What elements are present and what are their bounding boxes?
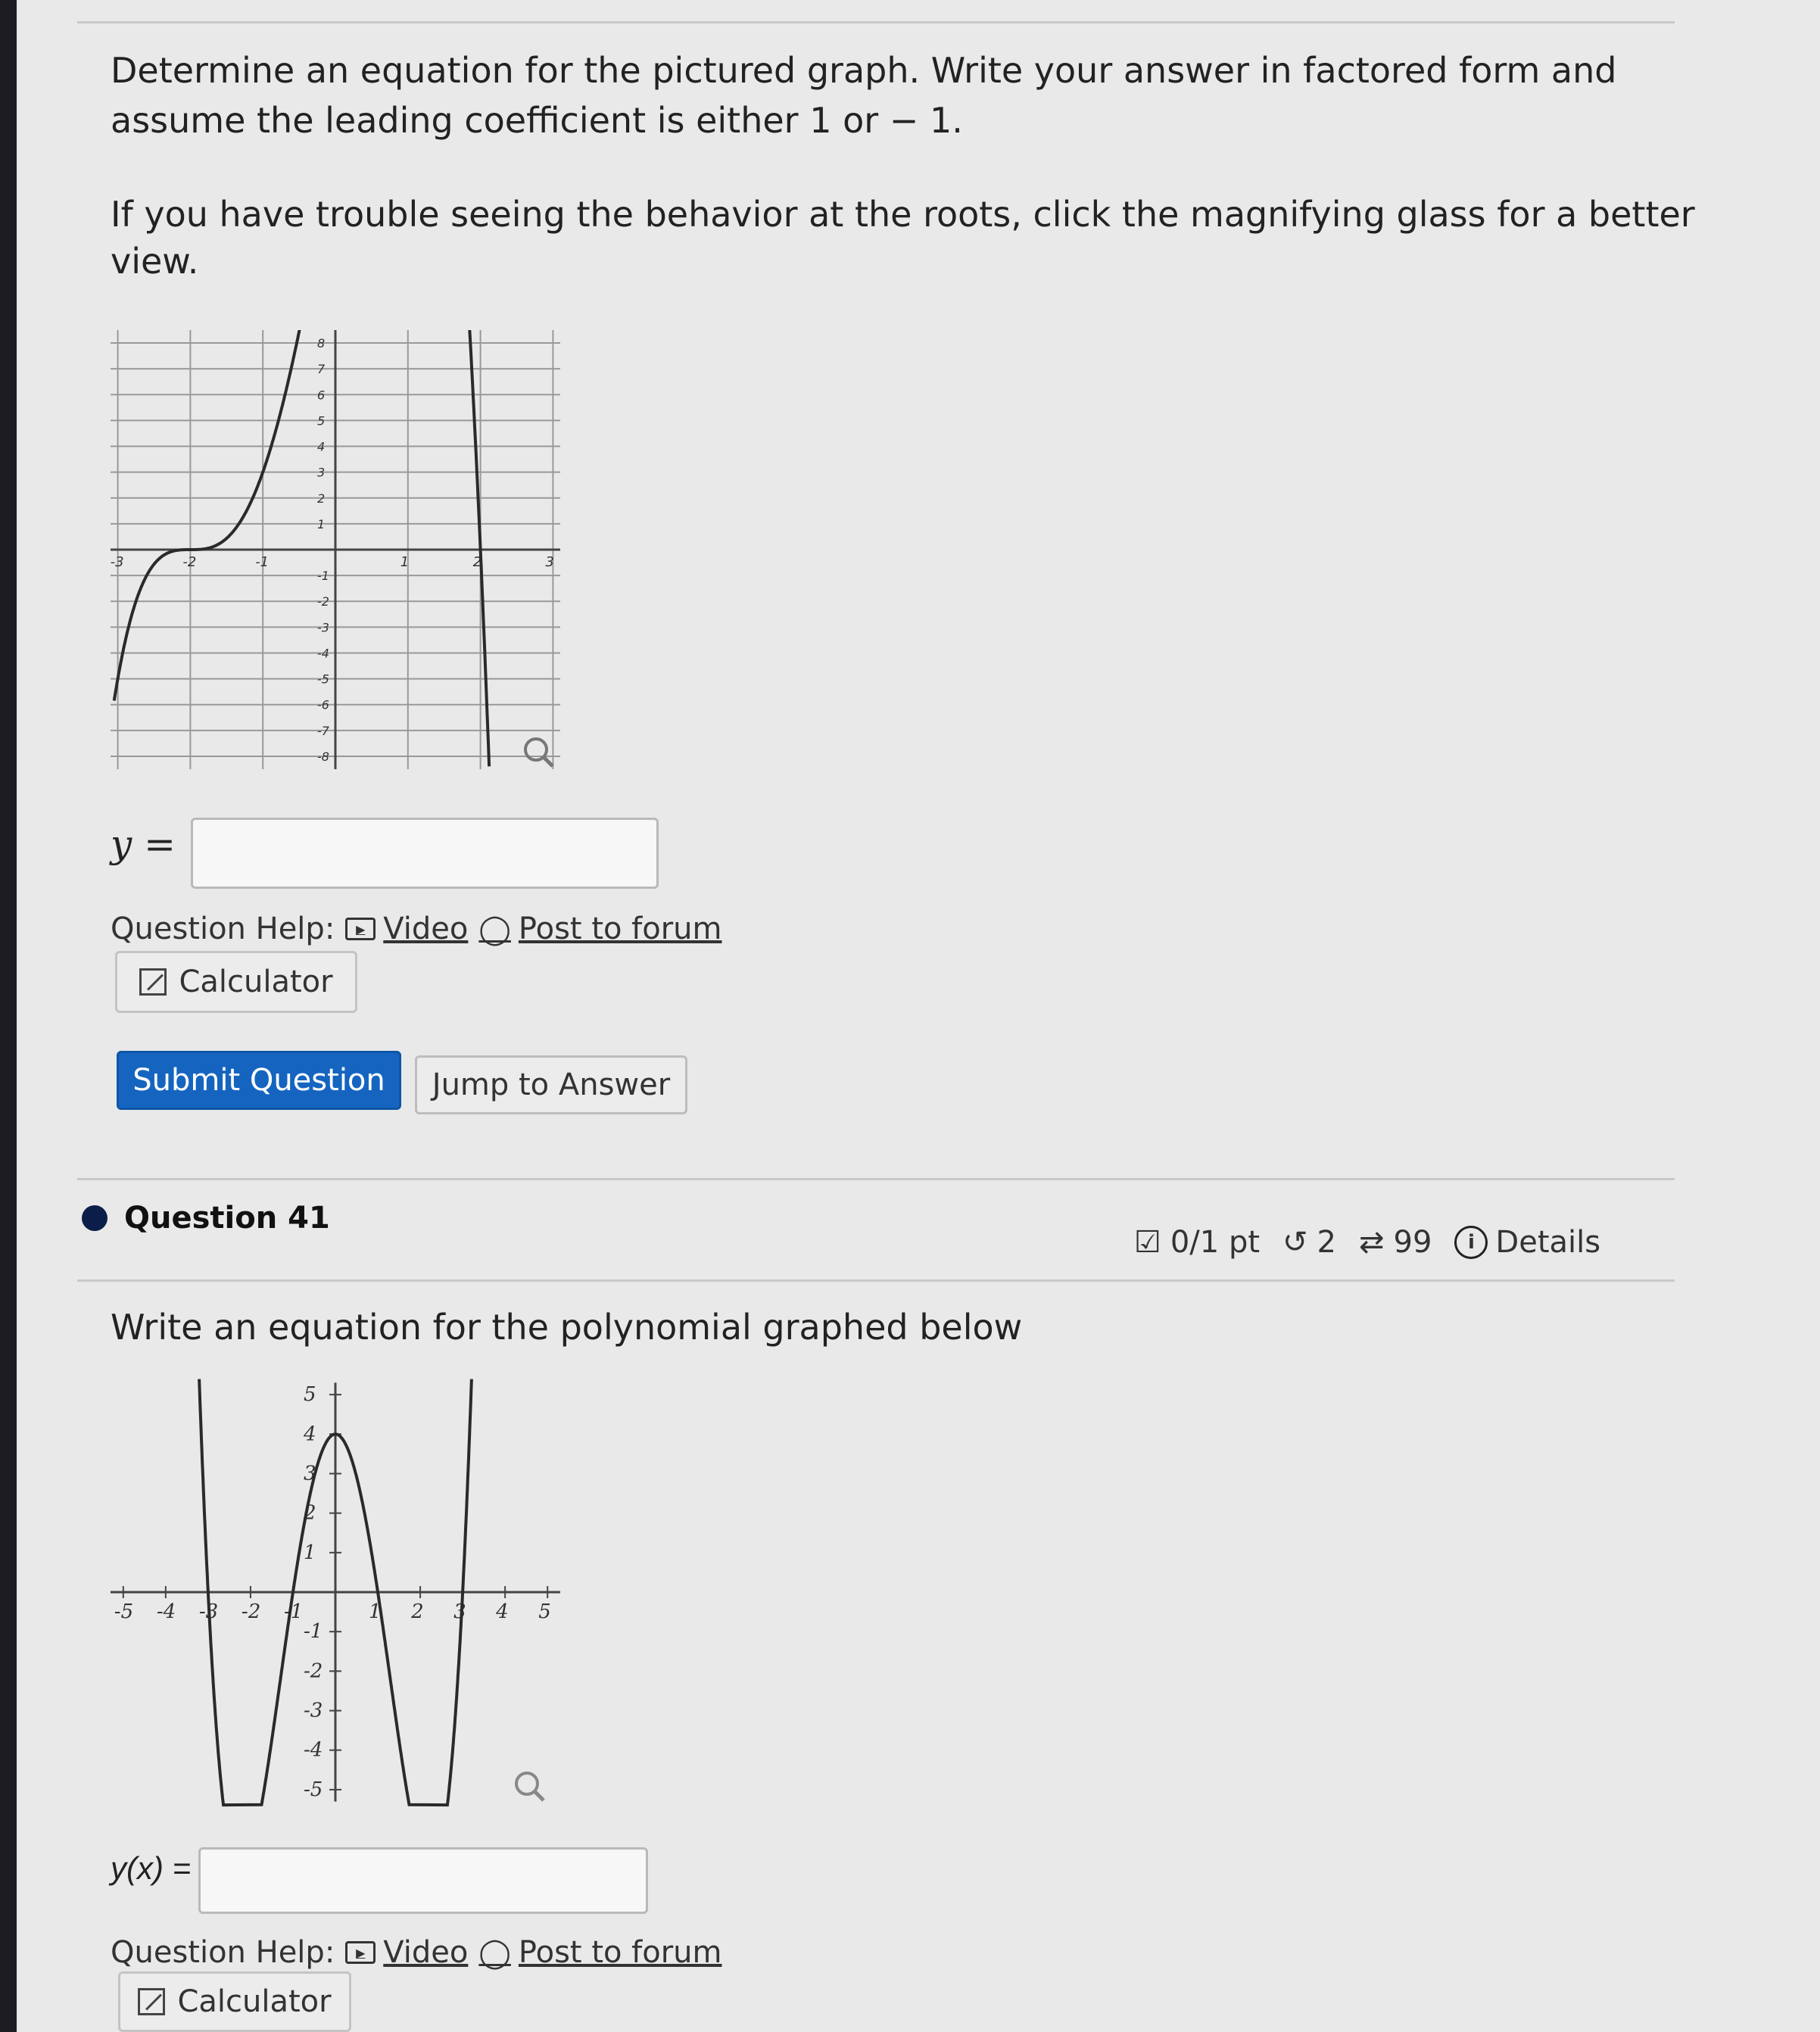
q40-hint-line1: If you have trouble seeing the behavior at the roots, click the magnifying glass for a better: [111, 194, 1695, 235]
q41-top-divider: [77, 1178, 1675, 1180]
q40-question-help: [111, 912, 722, 946]
x-tick-label: 2: [411, 1600, 424, 1623]
y-tick-label: 3: [317, 465, 326, 480]
q41-forum-link[interactable]: [478, 1935, 721, 1970]
y-tick-label: -3: [304, 1699, 323, 1722]
q41-video-link[interactable]: [345, 1935, 468, 1970]
y-tick-label: 2: [317, 491, 326, 506]
q41-video-label: Video: [383, 1935, 469, 1970]
top-divider: [77, 21, 1675, 23]
q40-hint-line2: view.: [111, 241, 199, 282]
magnifying-glass-icon: [516, 1773, 538, 1794]
x-tick-label: 3: [453, 1600, 466, 1623]
y-tick-label: 1: [304, 1541, 316, 1564]
q40-calculator-label: Calculator: [179, 965, 333, 999]
q41-details-button[interactable]: [1454, 1225, 1600, 1260]
q41-help-label: Question Help:: [111, 1935, 335, 1970]
y-tick-label: -6: [317, 697, 329, 712]
q41-header: [82, 1201, 330, 1236]
q41-attempts: 99: [1393, 1225, 1432, 1260]
x-tick-label: 1: [400, 554, 410, 570]
video-icon: ▶: [345, 918, 376, 940]
q41-graph-svg: [111, 1375, 560, 1809]
q41-title: Question 41: [124, 1201, 330, 1236]
q40-forum-link[interactable]: [478, 912, 721, 946]
q41-graph: [111, 1375, 560, 1809]
q41-prompt: Write an equation for the polynomial graphed below: [111, 1307, 1023, 1348]
calculator-icon: [139, 968, 167, 996]
y-tick-label: 5: [317, 413, 326, 429]
q41-retries: 2: [1317, 1225, 1336, 1260]
magnifying-glass-handle: [534, 1791, 544, 1800]
q41-question-help: [111, 1935, 722, 1970]
q40-graph-svg: [111, 330, 560, 769]
y-tick-label: 1: [317, 516, 326, 531]
q41-points: 0/1 pt: [1170, 1225, 1261, 1260]
x-tick-label: -2: [182, 554, 197, 570]
jump-to-answer-button[interactable]: Jump to Answer: [415, 1055, 687, 1114]
x-tick-label: -5: [114, 1600, 134, 1623]
q40-video-link[interactable]: [345, 912, 468, 946]
y-tick-label: 3: [304, 1462, 316, 1485]
y-tick-label: -5: [304, 1778, 323, 1801]
x-tick-label: 5: [538, 1600, 551, 1623]
speech-bubble-icon: ◯: [478, 1936, 511, 1969]
q41-answer-input[interactable]: [198, 1847, 648, 1914]
y-tick-label: -3: [317, 620, 329, 635]
y-tick-label: 4: [317, 439, 326, 454]
y-tick-label: 2: [304, 1501, 316, 1525]
y-tick-label: -1: [317, 569, 329, 584]
q40-prompt-line2: assume the leading coefficient is either 1 or − 1.: [111, 100, 963, 141]
q40-help-label: Question Help:: [111, 912, 335, 946]
x-tick-label: 3: [545, 554, 554, 570]
video-icon: ▶: [345, 1941, 376, 1964]
q40-calculator-button[interactable]: [115, 951, 357, 1013]
y-tick-label: 7: [317, 362, 326, 377]
question-page: [17, 0, 1820, 2032]
y-tick-label: -4: [304, 1738, 323, 1762]
y-tick-label: -8: [317, 749, 329, 764]
q40-answer-input[interactable]: [191, 818, 659, 889]
y-tick-label: -7: [317, 723, 329, 738]
y-tick-label: 5: [304, 1383, 316, 1407]
x-tick-label: -2: [241, 1600, 261, 1623]
q41-answer-label: y(x) =: [111, 1850, 192, 1886]
q41-calculator-label: Calculator: [177, 1984, 332, 2019]
q41-meta: [1134, 1225, 1600, 1260]
y-tick-label: -4: [317, 646, 329, 661]
attempts-icon: ⇄: [1359, 1225, 1385, 1260]
q41-calculator-button[interactable]: [118, 1971, 351, 2032]
y-tick-label: -2: [317, 594, 329, 609]
x-tick-label: -4: [156, 1600, 176, 1623]
q40-video-label: Video: [383, 912, 469, 946]
x-tick-label: -1: [283, 1600, 304, 1623]
submit-question-button[interactable]: Submit Question: [117, 1051, 401, 1110]
y-tick-label: -2: [304, 1660, 323, 1683]
q41-header-divider: [77, 1279, 1675, 1282]
checkbox-icon: ☑: [1134, 1225, 1161, 1260]
q40-forum-label: Post to forum: [518, 912, 722, 946]
status-dot-icon: [82, 1205, 108, 1231]
magnifying-glass-handle: [544, 757, 553, 766]
calculator-icon: [138, 1988, 165, 2015]
q40-graph: [111, 330, 560, 769]
info-icon: i: [1454, 1226, 1488, 1259]
q41-forum-label: Post to forum: [518, 1935, 722, 1970]
q40-curve: [114, 330, 489, 766]
x-tick-label: 1: [369, 1600, 382, 1623]
x-tick-label: -3: [111, 554, 124, 570]
x-tick-label: -1: [255, 554, 270, 570]
q40-prompt-line1: Determine an equation for the pictured graph. Write your answer in factored form and: [111, 50, 1617, 91]
y-tick-label: -1: [304, 1620, 323, 1644]
y-tick-label: -5: [317, 672, 329, 687]
y-tick-label: 6: [317, 388, 326, 403]
q40-answer-label: y =: [111, 822, 176, 866]
q41-details-label: Details: [1495, 1225, 1601, 1260]
y-tick-label: 4: [304, 1423, 316, 1446]
speech-bubble-icon: ◯: [478, 912, 511, 946]
y-tick-label: 8: [317, 336, 326, 351]
retry-icon: ↺: [1282, 1225, 1308, 1260]
x-tick-label: -3: [198, 1600, 219, 1623]
x-tick-label: 2: [472, 554, 482, 570]
x-tick-label: 4: [496, 1600, 509, 1623]
